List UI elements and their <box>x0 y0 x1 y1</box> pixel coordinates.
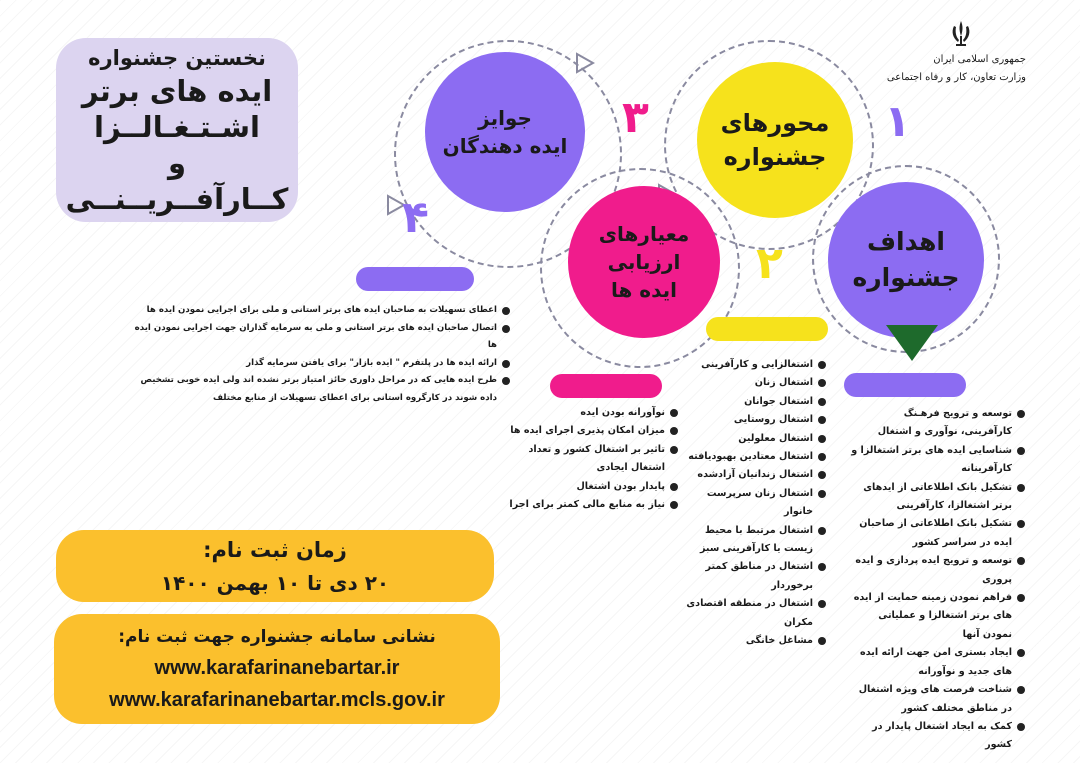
website-link-2[interactable]: www.karafarinanebartar.mcls.gov.ir <box>109 689 445 711</box>
list-item: اشتغال در مناطق کمتر برخوردار <box>676 558 826 595</box>
list-item: میزان امکان پذیری اجرای ایده ها <box>496 422 678 440</box>
registration-box <box>56 530 494 602</box>
number-criteria: ۴ <box>402 192 429 243</box>
criteria-label-3: ایده ها <box>610 278 678 302</box>
list-item: اتصال صاحبان ایده های برتر استانی و ملی به سرمایه گذاران جهت اجرایی نمودن ایده ها <box>130 320 510 355</box>
list-item: نیاز به منابع مالی کمتر برای اجرا <box>496 496 678 514</box>
list-item: اشتغال زندانیان آزادشده <box>676 466 826 484</box>
prizes-disc <box>425 52 585 212</box>
criteria-label-2: ارزیابی <box>607 250 681 274</box>
list-item: ایجاد بستری امن جهت ارائه ایده های جدید و نوآورانه <box>850 644 1025 681</box>
logo-line-1: جمهوری اسلامی ایران <box>933 54 1026 65</box>
criteria-disc <box>568 186 720 338</box>
goals-list <box>850 405 1025 755</box>
list-item: کمک به ایجاد اشتغال پایدار در کشور <box>850 718 1025 755</box>
goals-disc <box>828 182 984 338</box>
list-item: ارائه ایده ها در پلتفرم " ایده بازار" برای یافتن سرمایه گذار <box>130 355 510 373</box>
arrow-icon <box>575 52 595 74</box>
list-item: تشکیل بانک اطلاعاتی از ایدهای برتر اشتغالزا، کارآفرینی <box>850 479 1025 516</box>
number-goals: ۱ <box>884 96 911 147</box>
list-item: طرح ایده هایی که در مراحل داوری حائز امتیاز برتر نشده اند ولی ایده خوبی تشخیص داده شوند در کارگروه استانی برای اعطای تسهیلات از منابع مختلف <box>130 372 510 407</box>
axes-pill <box>706 317 828 341</box>
list-item: تاثیر بر اشتغال کشور و تعداد اشتغال ایجادی <box>496 441 678 478</box>
registration-heading: زمان ثبت نام: <box>203 538 347 562</box>
criteria-pill <box>550 374 662 398</box>
list-item: مشاغل خانگی <box>676 632 826 650</box>
logo-line-2: وزارت تعاون، کار و رفاه اجتماعی <box>886 72 1026 83</box>
list-item: اشتغال معلولین <box>676 430 826 448</box>
list-item: اشتغال مرتبط با محیط زیست یا کارآفرینی سبز <box>676 522 826 559</box>
prizes-list <box>130 302 510 407</box>
website-heading: نشانی سامانه جشنواره جهت ثبت نام: <box>118 627 436 647</box>
list-item: نوآورانه بودن ایده <box>496 404 678 422</box>
website-box <box>54 614 500 724</box>
list-item: شناسایی ایده های برتر اشتغالزا و کارآفرینانه <box>850 442 1025 479</box>
criteria-list <box>496 404 678 514</box>
title-line-2: ایده های برتر <box>81 74 273 108</box>
title-box <box>56 38 298 222</box>
list-item: توسعه و ترویج فرهـنگ کارآفرینی، نوآوری و اشتغال <box>850 405 1025 442</box>
triangle-icon <box>886 325 938 361</box>
list-item: اشتغال معتادین بهبودیافته <box>676 448 826 466</box>
list-item: شناخت فرصت های ویژه اشتغال در مناطق مختلف کشور <box>850 681 1025 718</box>
list-item: اشتغال در منطقه اقتصادی مکران <box>676 595 826 632</box>
axes-label-2: جشنواره <box>723 143 827 171</box>
list-item: پایدار بودن اشتغال <box>496 478 678 496</box>
list-item: اشتغال زنان <box>676 374 826 392</box>
prizes-label-2: ایده دهندگان <box>442 134 568 158</box>
criteria-label-1: معیارهای <box>598 222 690 246</box>
list-item: فراهم نمودن زمینه حمایت از ایده های برتر اشتغالزا و عملیاتی نمودن آنها <box>850 589 1025 644</box>
axes-label-1: محورهای <box>720 109 830 137</box>
title-line-3: اشـتـغـالــزا <box>94 110 260 144</box>
list-item: اشتغال زنان سرپرست خانوار <box>676 485 826 522</box>
ministry-logo <box>886 14 1030 104</box>
list-item: اعطای تسهیلات به صاحبان ایده های برتر استانی و ملی برای اجرایی نمودن ایده ها <box>130 302 510 320</box>
title-line-4: و کــارآفــریــنــی <box>65 146 289 216</box>
goals-label-2: جشنواره <box>852 263 960 292</box>
goals-pill <box>844 373 966 397</box>
prizes-label-1: جوایز <box>478 106 532 130</box>
list-item: اشتغالزایی و کارآفرینی <box>676 356 826 374</box>
list-item: تشکیل بانک اطلاعاتی از صاحبان ایده در سراسر کشور <box>850 515 1025 552</box>
website-link-1[interactable]: www.karafarinanebartar.ir <box>154 657 400 679</box>
list-item: اشتغال روستایی <box>676 411 826 429</box>
registration-dates: ۲۰ دی تا ۱۰ بهمن ۱۴۰۰ <box>160 571 390 595</box>
prizes-pill <box>356 267 474 291</box>
number-prizes: ۳ <box>622 92 649 143</box>
number-axes: ۲ <box>756 238 783 289</box>
iran-emblem-icon <box>946 18 976 48</box>
axes-list <box>676 356 826 651</box>
title-line-1: نخستین جشنواره <box>88 46 266 70</box>
list-item: اشتغال جوانان <box>676 393 826 411</box>
axes-disc <box>697 62 853 218</box>
list-item: توسعه و ترویج ایده پردازی و ایده پروری <box>850 552 1025 589</box>
goals-label-1: اهداف <box>867 227 945 256</box>
